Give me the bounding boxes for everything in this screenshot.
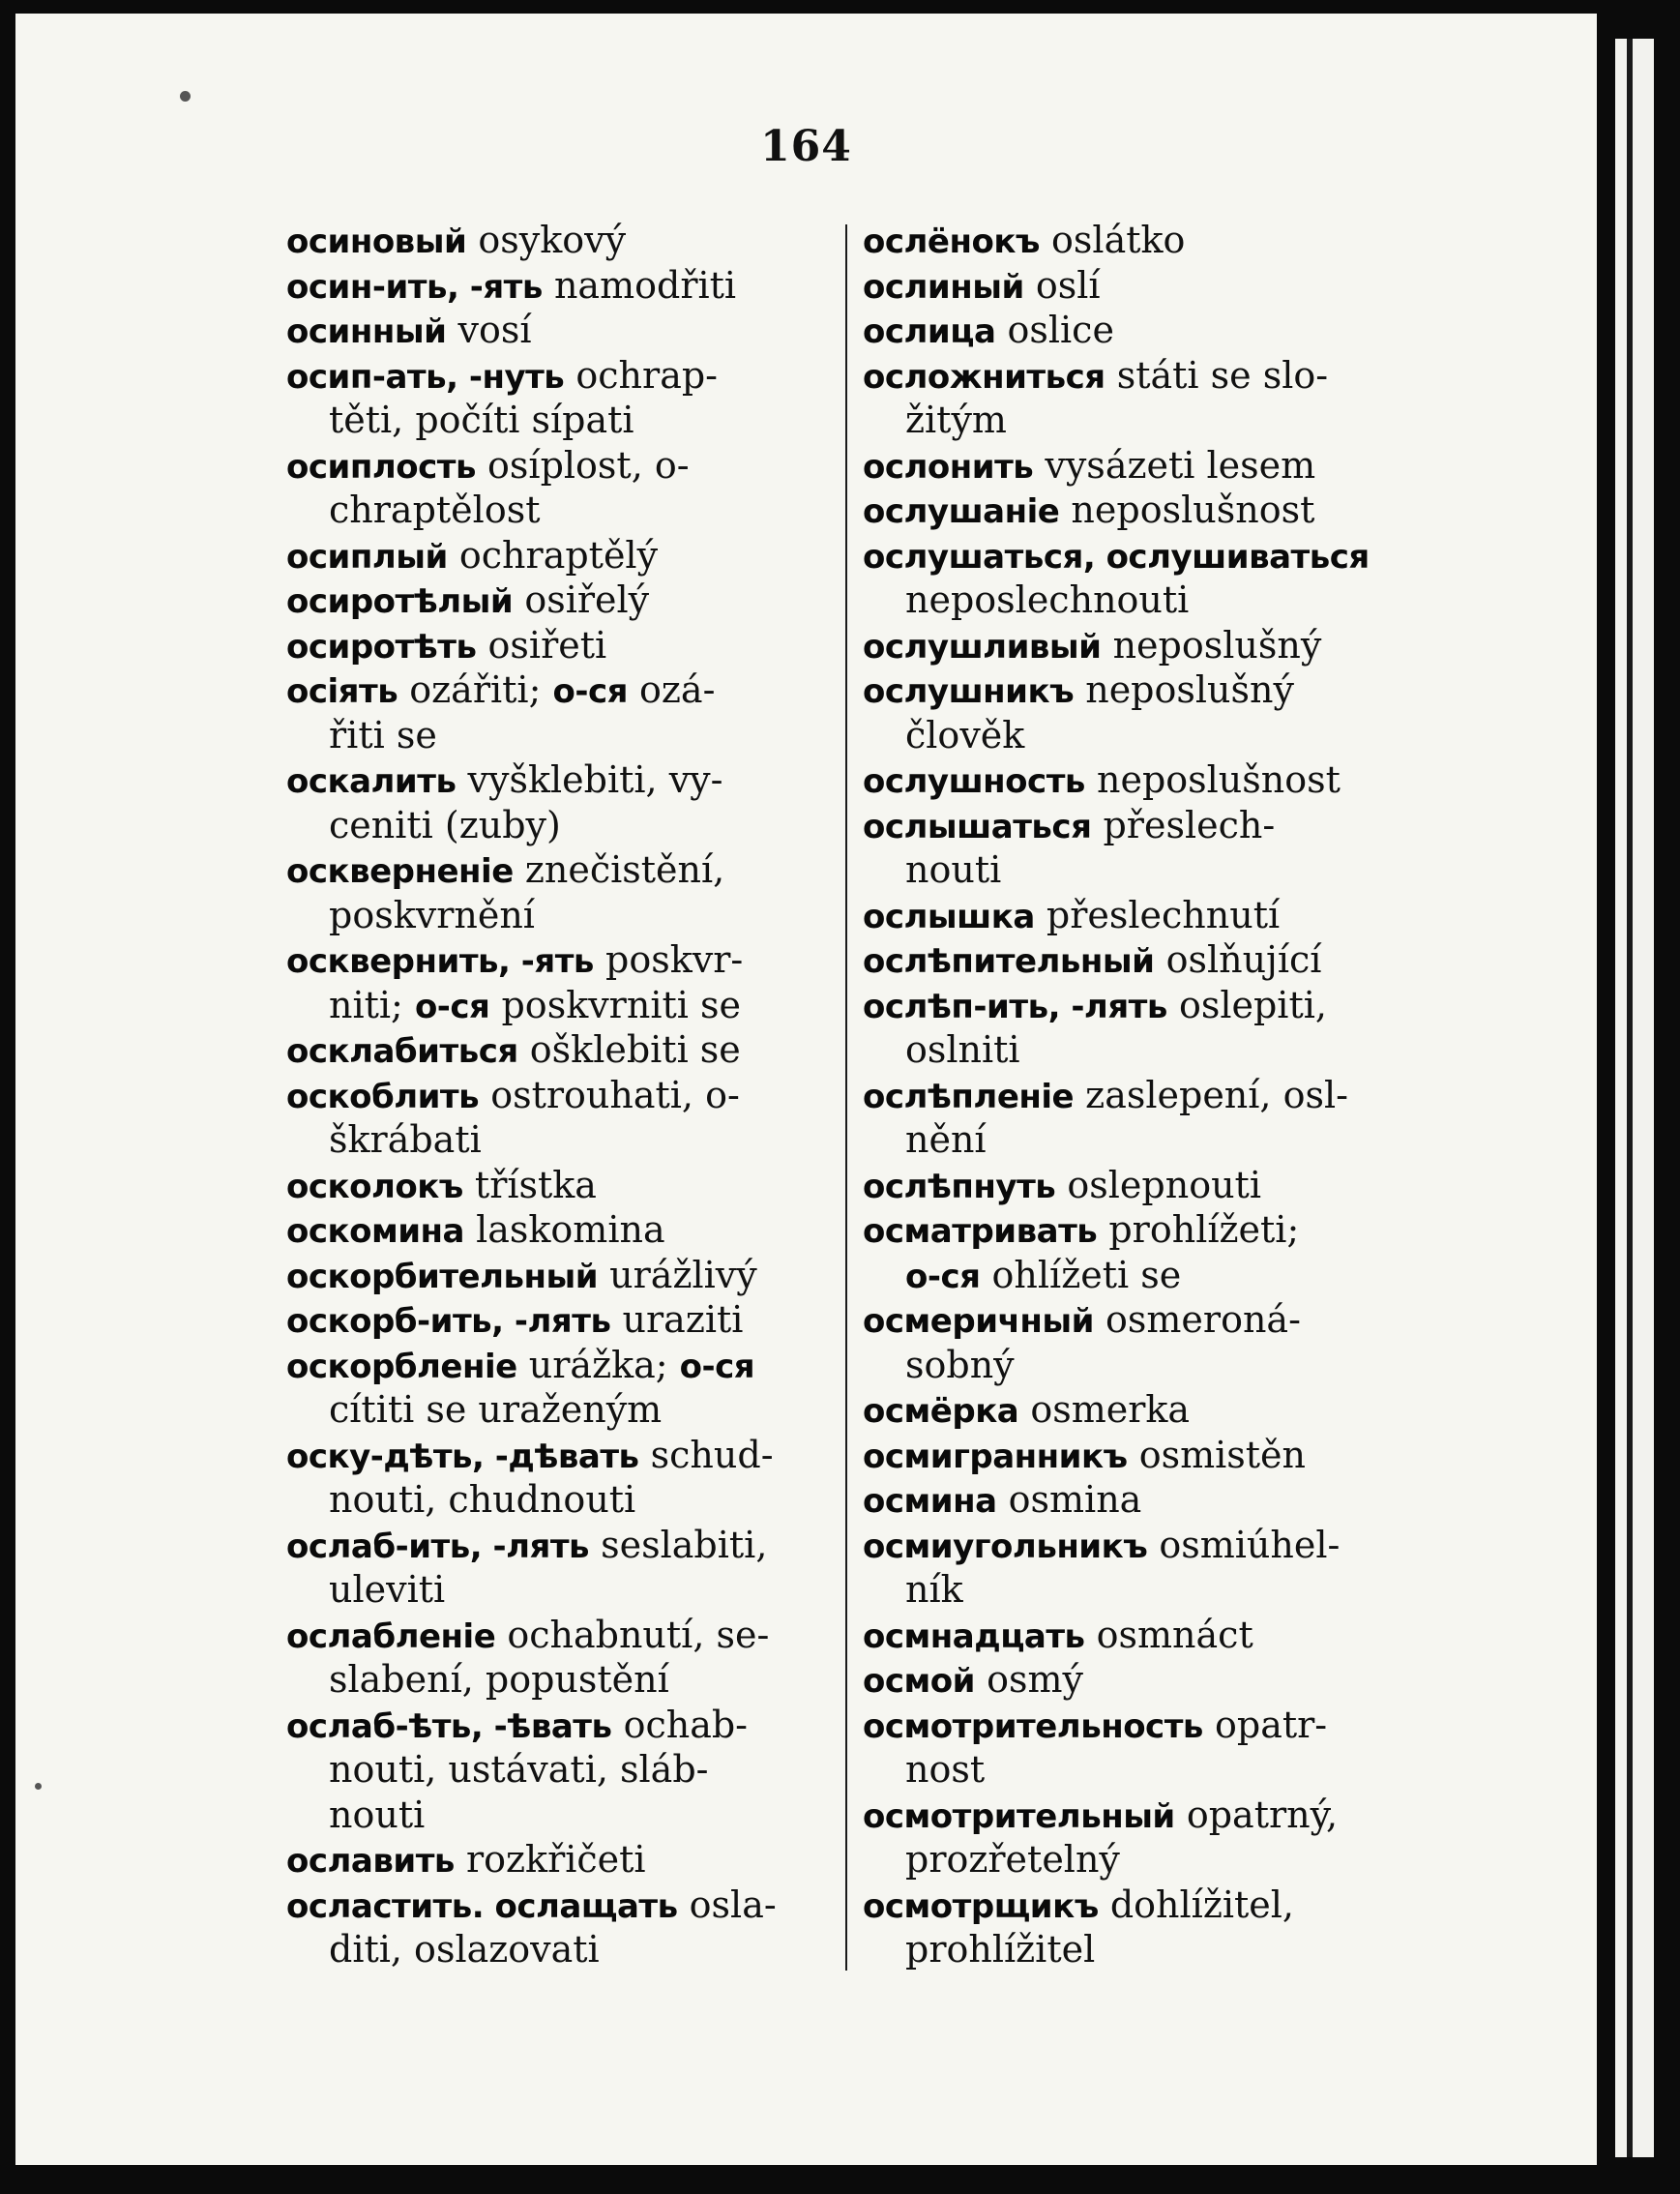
dictionary-entry — [286, 1343, 828, 1433]
entry-first-line — [863, 1163, 1409, 1208]
headword: ослѣпнуть — [863, 1167, 1056, 1206]
dictionary-entry — [863, 983, 1409, 1073]
dictionary-entry — [286, 578, 828, 623]
translation: nouti, chudnouti — [329, 1478, 636, 1521]
headword: ослушникъ — [863, 672, 1075, 711]
translation: seslabiti, — [589, 1523, 768, 1566]
entry-first-line — [286, 1883, 828, 1928]
entry-first-line — [863, 667, 1409, 713]
dictionary-entry — [863, 443, 1409, 489]
dictionary-entry — [286, 1027, 828, 1073]
dictionary-entry — [863, 533, 1409, 623]
entry-first-line — [286, 218, 828, 263]
translation: nost — [905, 1748, 986, 1791]
headword: осмой — [863, 1662, 975, 1701]
headword: ослёнокъ — [863, 222, 1040, 261]
entry-first-line — [286, 533, 828, 578]
entry-first-line — [863, 1297, 1409, 1343]
entry-first-line — [863, 353, 1409, 399]
entry-continuation-line — [863, 1747, 1409, 1793]
headword: осклабиться — [286, 1032, 518, 1071]
translation: přeslechnutí — [1034, 893, 1281, 936]
entry-first-line — [863, 1523, 1409, 1568]
headword: ослушность — [863, 762, 1085, 801]
dictionary-entry — [863, 1703, 1409, 1793]
dictionary-entry — [863, 263, 1409, 309]
entry-continuation-line — [286, 1387, 828, 1433]
dictionary-entry — [286, 1073, 828, 1163]
translation: poskvr- — [593, 938, 744, 981]
translation: slabení, popustění — [329, 1658, 669, 1701]
dictionary-entry — [286, 353, 828, 443]
entry-continuation-line — [286, 1747, 828, 1793]
headword: ослушливый — [863, 627, 1102, 667]
headword: ослаб-ѣть, -ѣвать — [286, 1706, 612, 1746]
translation: chraptělost — [329, 489, 541, 531]
entry-first-line — [286, 667, 828, 713]
translation: neposlušnost — [1084, 758, 1341, 801]
entry-first-line — [863, 803, 1409, 848]
headword: ослѣпительный — [863, 942, 1155, 981]
entry-first-line — [863, 218, 1409, 263]
dictionary-entry — [286, 623, 828, 668]
dictionary-entry — [863, 937, 1409, 983]
dictionary-entry — [286, 1207, 828, 1253]
headword: осин-ить, -ять — [286, 267, 543, 307]
headword: осмотрительный — [863, 1796, 1175, 1836]
entry-continuation-line — [286, 398, 828, 443]
dictionary-entry — [863, 757, 1409, 803]
translation: ozářiti; — [398, 668, 553, 711]
translation: ochraptělý — [447, 533, 659, 577]
entry-first-line — [286, 1207, 828, 1253]
translation: žitým — [905, 399, 1007, 441]
dictionary-entry — [863, 1387, 1409, 1433]
entry-continuation-line — [286, 1567, 828, 1613]
dictionary-page — [15, 14, 1597, 2165]
headword: о-ся — [679, 1347, 755, 1386]
translation: třístka — [462, 1163, 597, 1206]
dictionary-entry — [286, 1703, 828, 1838]
entry-continuation-line — [286, 488, 828, 533]
headword: осмеричный — [863, 1302, 1094, 1341]
adjacent-page-edge — [1615, 39, 1654, 2157]
entry-first-line — [286, 1073, 828, 1118]
entry-first-line — [863, 757, 1409, 803]
translation: vysázeti lesem — [1033, 443, 1316, 487]
headword: осмёрка — [863, 1392, 1019, 1431]
entry-first-line — [863, 1207, 1409, 1253]
translation: uraziti — [610, 1298, 744, 1341]
translation: uleviti — [329, 1568, 446, 1611]
translation: urážlivý — [598, 1253, 757, 1296]
headword: ослиный — [863, 267, 1024, 307]
scan-speck — [180, 91, 191, 102]
translation: prohlížitel — [905, 1928, 1096, 1971]
dictionary-entry — [863, 1163, 1409, 1208]
entry-first-line — [286, 937, 828, 983]
entry-first-line — [286, 623, 828, 668]
translation: neposlechnouti — [905, 578, 1190, 621]
entry-first-line — [863, 983, 1409, 1028]
entry-first-line — [286, 308, 828, 353]
translation: těti, počíti sípati — [329, 399, 634, 441]
dictionary-entry — [863, 667, 1409, 757]
translation: státi se slo- — [1105, 353, 1329, 397]
headword: осинный — [286, 312, 447, 351]
entry-continuation-line — [863, 847, 1409, 893]
entry-first-line — [286, 1433, 828, 1478]
headword: оскомина — [286, 1212, 464, 1251]
headword: о-ся — [552, 672, 628, 711]
entry-continuation-line — [863, 1837, 1409, 1883]
translation: cítiti se uraženým — [329, 1388, 663, 1431]
dictionary-entry — [286, 1883, 828, 1972]
entry-first-line — [863, 1793, 1409, 1838]
dictionary-entry — [286, 937, 828, 1027]
headword: осиплость — [286, 447, 476, 487]
translation: poskvrnění — [329, 893, 535, 936]
translation: laskomina — [464, 1208, 665, 1251]
headword: осложниться — [863, 357, 1105, 397]
headword: оскоблить — [286, 1077, 480, 1116]
headword: оскорб-ить, -лять — [286, 1302, 611, 1341]
entry-continuation-line — [863, 398, 1409, 443]
translation: člověk — [905, 713, 1025, 756]
entry-first-line — [863, 443, 1409, 489]
translation: diti, oslazovati — [329, 1928, 600, 1971]
headword: оскорбительный — [286, 1257, 599, 1296]
entry-continuation-line — [863, 1567, 1409, 1613]
entry-first-line — [286, 1253, 828, 1298]
entry-first-line — [286, 353, 828, 399]
translation: ochab- — [611, 1703, 749, 1746]
headword: осиротѣть — [286, 627, 477, 667]
entry-continuation-line — [286, 1927, 828, 1972]
entry-continuation-line — [286, 1793, 828, 1838]
translation: oslňující — [1154, 938, 1322, 981]
translation: ošklebiti se — [517, 1028, 741, 1071]
dictionary-entry — [863, 488, 1409, 533]
dictionary-entry — [863, 803, 1409, 893]
translation: ostrouhati, o- — [479, 1073, 740, 1116]
entry-first-line — [863, 308, 1409, 353]
translation: oslice — [995, 309, 1114, 351]
entry-first-line — [286, 1297, 828, 1343]
headword: осколокъ — [286, 1167, 463, 1206]
headword: ослаб-ить, -лять — [286, 1527, 590, 1566]
translation: řiti se — [329, 713, 437, 756]
entry-first-line — [286, 1163, 828, 1208]
headword: осиновый — [286, 222, 467, 261]
translation: opatr- — [1202, 1703, 1328, 1746]
entry-first-line — [286, 1703, 828, 1748]
translation: osmerka — [1018, 1388, 1191, 1431]
translation: sobný — [905, 1343, 1015, 1386]
entry-first-line — [863, 1613, 1409, 1658]
entry-continuation-line — [863, 1117, 1409, 1163]
translation: oslátko — [1039, 219, 1186, 261]
binding-edge — [1627, 39, 1633, 2157]
entry-continuation-line — [286, 1117, 828, 1163]
entry-first-line — [286, 578, 828, 623]
translation: znečistění, — [513, 848, 725, 891]
translation: zaslepení, osl- — [1074, 1073, 1348, 1116]
headword: ославить — [286, 1842, 455, 1881]
headword: ослышаться — [863, 807, 1092, 846]
dictionary-entry — [863, 1207, 1409, 1297]
translation: urážka; — [516, 1343, 680, 1386]
translation: vyšklebiti, vy- — [456, 758, 723, 801]
dictionary-entry — [286, 1253, 828, 1298]
dictionary-entry — [863, 1523, 1409, 1613]
entry-continuation-line — [286, 893, 828, 938]
headword: оскверненiе — [286, 852, 514, 891]
dictionary-entry — [286, 1297, 828, 1343]
left-column — [286, 218, 828, 1972]
entry-first-line — [863, 1703, 1409, 1748]
entry-first-line — [286, 263, 828, 309]
dictionary-entry — [863, 1477, 1409, 1523]
dictionary-entry — [286, 1613, 828, 1703]
dictionary-entry — [863, 353, 1409, 443]
headword: ослица — [863, 312, 996, 351]
dictionary-entry — [863, 308, 1409, 353]
translation: oslepnouti — [1055, 1163, 1261, 1206]
headword: о-ся — [905, 1257, 981, 1296]
column-divider — [845, 224, 847, 1971]
headword: оску-дѣть, -дѣвать — [286, 1437, 639, 1476]
page-number: 164 — [760, 122, 852, 171]
headword: осиротѣлый — [286, 582, 514, 621]
headword: осмотрительность — [863, 1706, 1203, 1746]
entry-first-line — [286, 1837, 828, 1883]
dictionary-entry — [863, 1433, 1409, 1478]
dictionary-entry — [863, 1073, 1409, 1163]
translation: osmistěn — [1127, 1433, 1306, 1476]
headword: осмнадцать — [863, 1616, 1085, 1656]
translation: oslniti — [905, 1028, 1020, 1071]
entry-continuation-line — [863, 1343, 1409, 1388]
entry-first-line — [286, 1613, 828, 1658]
translation: neposlušnost — [1059, 489, 1315, 531]
entry-continuation-line — [286, 803, 828, 848]
dictionary-entry — [286, 1433, 828, 1523]
entry-first-line — [863, 893, 1409, 938]
translation: nění — [905, 1118, 987, 1161]
translation: osmnáct — [1084, 1613, 1253, 1656]
translation: nouti — [905, 848, 1002, 891]
translation: osmiúhel- — [1147, 1523, 1341, 1566]
headword: ослѣп-ить, -лять — [863, 987, 1167, 1026]
translation: ochabnutí, se- — [495, 1613, 770, 1656]
dictionary-entry — [286, 533, 828, 578]
headword: осматривать — [863, 1212, 1098, 1251]
dictionary-entry — [286, 1837, 828, 1883]
dictionary-entry — [286, 1163, 828, 1208]
translation: opatrný, — [1174, 1793, 1339, 1836]
scan-speck — [35, 1783, 42, 1790]
translation: ozá- — [627, 668, 716, 711]
translation: prozřetelný — [905, 1838, 1120, 1881]
entry-continuation-line — [863, 1927, 1409, 1972]
translation: škrábati — [329, 1118, 482, 1161]
translation: ceniti (zuby) — [329, 803, 561, 846]
entry-first-line — [286, 1343, 828, 1388]
dictionary-entry — [286, 308, 828, 353]
dictionary-entry — [286, 218, 828, 263]
translation: osíplost, o- — [475, 443, 690, 487]
headword: ослабленiе — [286, 1616, 496, 1656]
translation: oslepiti, — [1166, 983, 1327, 1026]
dictionary-entry — [286, 847, 828, 937]
translation: přeslech- — [1091, 803, 1276, 846]
dictionary-entry — [286, 1523, 828, 1613]
translation: osykový — [466, 219, 627, 261]
translation: nouti, ustávati, sláb- — [329, 1748, 709, 1791]
headword: оскорбленiе — [286, 1347, 517, 1386]
entry-first-line — [286, 1523, 828, 1568]
entry-continuation-line — [863, 578, 1409, 623]
entry-first-line — [863, 1883, 1409, 1928]
right-column — [863, 218, 1409, 1972]
translation: rozkřičeti — [454, 1838, 646, 1881]
entry-first-line — [286, 757, 828, 803]
entry-first-line — [863, 533, 1409, 578]
dictionary-entry — [286, 443, 828, 533]
dictionary-entry — [863, 623, 1409, 668]
translation: osmina — [996, 1478, 1142, 1521]
headword: ослѣпленiе — [863, 1077, 1075, 1116]
entry-continuation-line — [286, 1657, 828, 1703]
translation: osmý — [975, 1658, 1083, 1701]
dictionary-entry — [863, 218, 1409, 263]
translation: neposlušný — [1074, 668, 1294, 711]
entry-first-line — [863, 1477, 1409, 1523]
translation: prohlížeti; — [1097, 1208, 1300, 1251]
entry-first-line — [286, 847, 828, 893]
entry-continuation-line — [286, 983, 828, 1028]
entry-first-line — [286, 443, 828, 489]
headword: осмиугольникъ — [863, 1527, 1148, 1566]
translation: vosí — [446, 309, 532, 351]
dictionary-entry — [286, 263, 828, 309]
dictionary-entry — [863, 1297, 1409, 1387]
translation: ohlížeti se — [980, 1253, 1182, 1296]
headword: осквернить, -ять — [286, 942, 594, 981]
translation: namodřiti — [542, 263, 737, 307]
entry-first-line — [863, 623, 1409, 668]
dictionary-entry — [863, 1657, 1409, 1703]
dictionary-entry — [863, 1793, 1409, 1883]
headword: оскалить — [286, 762, 457, 801]
headword: ослушаться, ослушиваться — [863, 537, 1370, 577]
entry-first-line — [863, 1433, 1409, 1478]
entry-first-line — [863, 937, 1409, 983]
headword: осиплый — [286, 537, 448, 577]
entry-first-line — [863, 1657, 1409, 1703]
entry-first-line — [286, 1027, 828, 1073]
translation: osla- — [677, 1883, 777, 1926]
translation: niti; — [329, 983, 415, 1026]
headword: осмотрщикъ — [863, 1886, 1099, 1926]
dictionary-entry — [863, 1883, 1409, 1972]
headword: ослушанiе — [863, 492, 1060, 531]
dictionary-entry — [286, 757, 828, 847]
headword: осмигранникъ — [863, 1437, 1128, 1476]
translation: dohlížitel, — [1098, 1883, 1294, 1926]
translation: nouti — [329, 1793, 426, 1836]
translation: ník — [905, 1568, 963, 1611]
translation: neposlušný — [1101, 623, 1322, 667]
entry-first-line — [863, 1073, 1409, 1118]
entry-continuation-line — [286, 1477, 828, 1523]
headword: осип-ать, -нуть — [286, 357, 565, 397]
translation: osiřelý — [513, 578, 650, 621]
entry-continuation-line — [286, 713, 828, 758]
translation: ochrap- — [564, 353, 719, 397]
dictionary-entry — [286, 667, 828, 757]
headword: о-ся — [414, 987, 490, 1026]
entry-first-line — [863, 488, 1409, 533]
headword: осiять — [286, 672, 398, 711]
headword: ослонить — [863, 447, 1034, 487]
headword: осмина — [863, 1482, 997, 1521]
headword: осластить. ослащать — [286, 1886, 678, 1926]
headword: ослышкa — [863, 897, 1035, 936]
entry-first-line — [863, 1387, 1409, 1433]
translation: osiřeti — [476, 623, 607, 667]
translation: osmeroná- — [1093, 1298, 1301, 1341]
dictionary-entry — [863, 893, 1409, 938]
entry-continuation-line — [863, 1253, 1409, 1298]
entry-continuation-line — [863, 713, 1409, 758]
dictionary-entry — [863, 1613, 1409, 1658]
translation: oslí — [1023, 263, 1101, 307]
translation: poskvrniti se — [489, 983, 741, 1026]
translation: schud- — [638, 1433, 774, 1476]
entry-continuation-line — [863, 1027, 1409, 1073]
entry-first-line — [863, 263, 1409, 309]
